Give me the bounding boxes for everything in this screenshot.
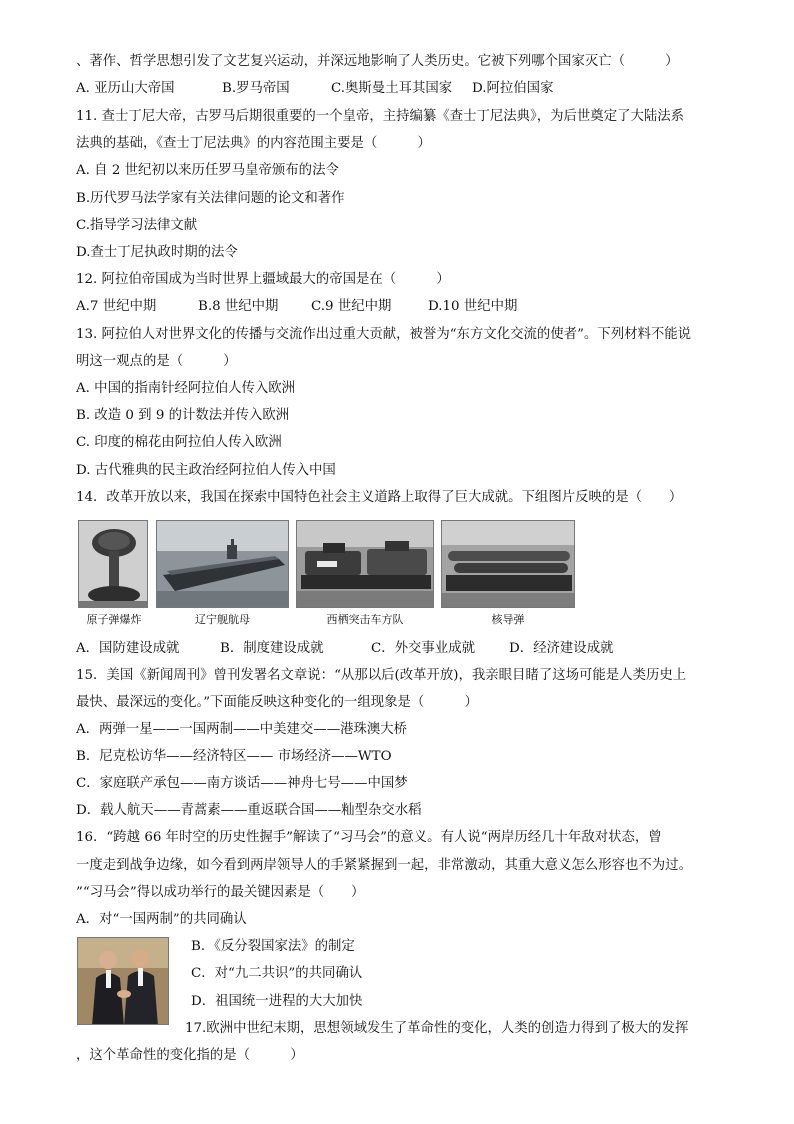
nuclear-missile-photo xyxy=(441,520,575,608)
q12-option-b: B.8 世纪中期 xyxy=(198,299,279,314)
q11-stem-1: 11. 查士丁尼大帝，古罗马后期很重要的一个皇帝，主持编纂《查士丁尼法典》，为后世奠定了大陆法系 xyxy=(76,109,685,124)
q11-stem-2: 法典的基础，《查士丁尼法典》的内容范围主要是（ ） xyxy=(76,136,431,151)
q10-option-c: C.奥斯曼土耳其国家 xyxy=(331,81,453,96)
q16-stem-1: 16．“跨越 66 年时空的历史性握手”解读了“习马会”的意义。有人说“两岸历经几十年敌对状态，曾 xyxy=(76,830,662,845)
q17-stem-1: 17.欧洲中世纪末期，思想领域发生了革命性的变化，人类的创造力得到了极大的发挥 xyxy=(185,1021,689,1036)
q14-stem: 14．改革开放以来，我国在探索中国特色社会主义道路上取得了巨大成就。下组图片反映的是（ ） xyxy=(76,490,683,505)
q15-stem-1: 15．美国《新闻周刊》曾刊发署名文章说：“从那以后(改革开放)，我亲眼目睹了这场可能是人类历史上 xyxy=(76,668,687,683)
q15-option-a: A．两弹一星——一国两制——中美建交——港珠澳大桥 xyxy=(76,722,408,737)
q11-option-b: B.历代罗马法学家有关法律问题的论文和著作 xyxy=(76,191,345,206)
atomic-bomb-photo xyxy=(78,520,148,608)
q14-option-d: D．经济建设成就 xyxy=(509,641,614,656)
handshake-photo xyxy=(77,937,169,1025)
nuclear-missile-caption: 核导弹 xyxy=(491,613,525,626)
q13-option-b: B. 改造 0 到 9 的计数法并传入欧洲 xyxy=(76,408,290,423)
q16-option-d: D．祖国统一进程的大大加快 xyxy=(191,994,363,1009)
amphibious-vehicles-caption: 西栖突击车方队 xyxy=(326,613,404,626)
q16-option-b: B．《反分裂国家法》的制定 xyxy=(191,939,355,954)
q11-option-d: D.查士丁尼执政时期的法令 xyxy=(76,245,238,260)
amphibious-vehicles-photo xyxy=(296,520,434,608)
q14-option-b: B．制度建设成就 xyxy=(220,641,324,656)
q12-options xyxy=(76,298,726,316)
q12-option-c: C.9 世纪中期 xyxy=(311,299,392,314)
q14-option-c: C．外交事业成就 xyxy=(371,641,475,656)
q16-stem-2: 一度走到战争边缘，如今看到两岸领导人的手紧紧握到一起，非常激动，其重大意义怎么形容也不为过。 xyxy=(76,858,692,873)
q15-option-b: B．尼克松访华——经济特区—— 市场经济——WTO xyxy=(76,749,392,764)
q10-stem-tail: 、著作、哲学思想引发了文艺复兴运动，并深远地影响了人类历史。它被下列哪个国家灭亡（ ） xyxy=(76,54,679,69)
q10-options xyxy=(76,80,726,98)
q15-stem-2: 最快、最深远的变化。”下面能反映这种变化的一组现象是（ ） xyxy=(76,695,478,710)
q12-stem: 12. 阿拉伯帝国成为当时世界上疆域最大的帝国是在（ ） xyxy=(76,272,450,287)
aircraft-carrier-caption: 辽宁舰航母 xyxy=(195,613,250,626)
aircraft-carrier-photo xyxy=(156,520,289,608)
q13-option-d: D. 古代雅典的民主政治经阿拉伯人传入中国 xyxy=(76,463,336,478)
q11-option-a: A. 自 2 世纪初以来历任罗马皇帝颁布的法令 xyxy=(76,163,339,178)
q14-option-a: A．国防建设成就 xyxy=(76,641,180,656)
q15-option-c: C．家庭联产承包——南方谈话——神舟七号——中国梦 xyxy=(76,776,408,791)
q13-option-c: C. 印度的棉花由阿拉伯人传入欧洲 xyxy=(76,435,282,450)
atomic-bomb-caption: 原子弹爆炸 xyxy=(86,613,142,626)
q10-option-b: B.罗马帝国 xyxy=(222,81,290,96)
q15-option-d: D．载人航天——青蒿素——重返联合国——籼型杂交水稻 xyxy=(76,803,422,818)
q12-option-a: A.7 世纪中期 xyxy=(76,299,157,314)
q16-option-c: C．对“九二共识”的共同确认 xyxy=(191,966,363,981)
q14-options xyxy=(76,640,726,658)
q11-option-c: C.指导学习法律文献 xyxy=(76,218,198,233)
q10-option-a: A. 亚历山大帝国 xyxy=(76,81,175,96)
q13-stem-1: 13. 阿拉伯人对世界文化的传播与交流作出过重大贡献，被誉为“东方文化交流的使者”。下列材料不能说 xyxy=(76,327,692,342)
q16-option-a: A．对“一国两制”的共同确认 xyxy=(76,912,247,927)
q13-option-a: A. 中国的指南针经阿拉伯人传入欧洲 xyxy=(76,381,296,396)
q13-stem-2: 明这一观点的是（ ） xyxy=(76,354,237,369)
q12-option-d: D.10 世纪中期 xyxy=(428,299,518,314)
q16-stem-3: ”“习马会”得以成功举行的最关键因素是（ ） xyxy=(76,885,365,900)
q10-option-d: D.阿拉伯国家 xyxy=(472,81,554,96)
q17-stem-2: ，这个革命性的变化指的是（ ） xyxy=(76,1048,304,1063)
